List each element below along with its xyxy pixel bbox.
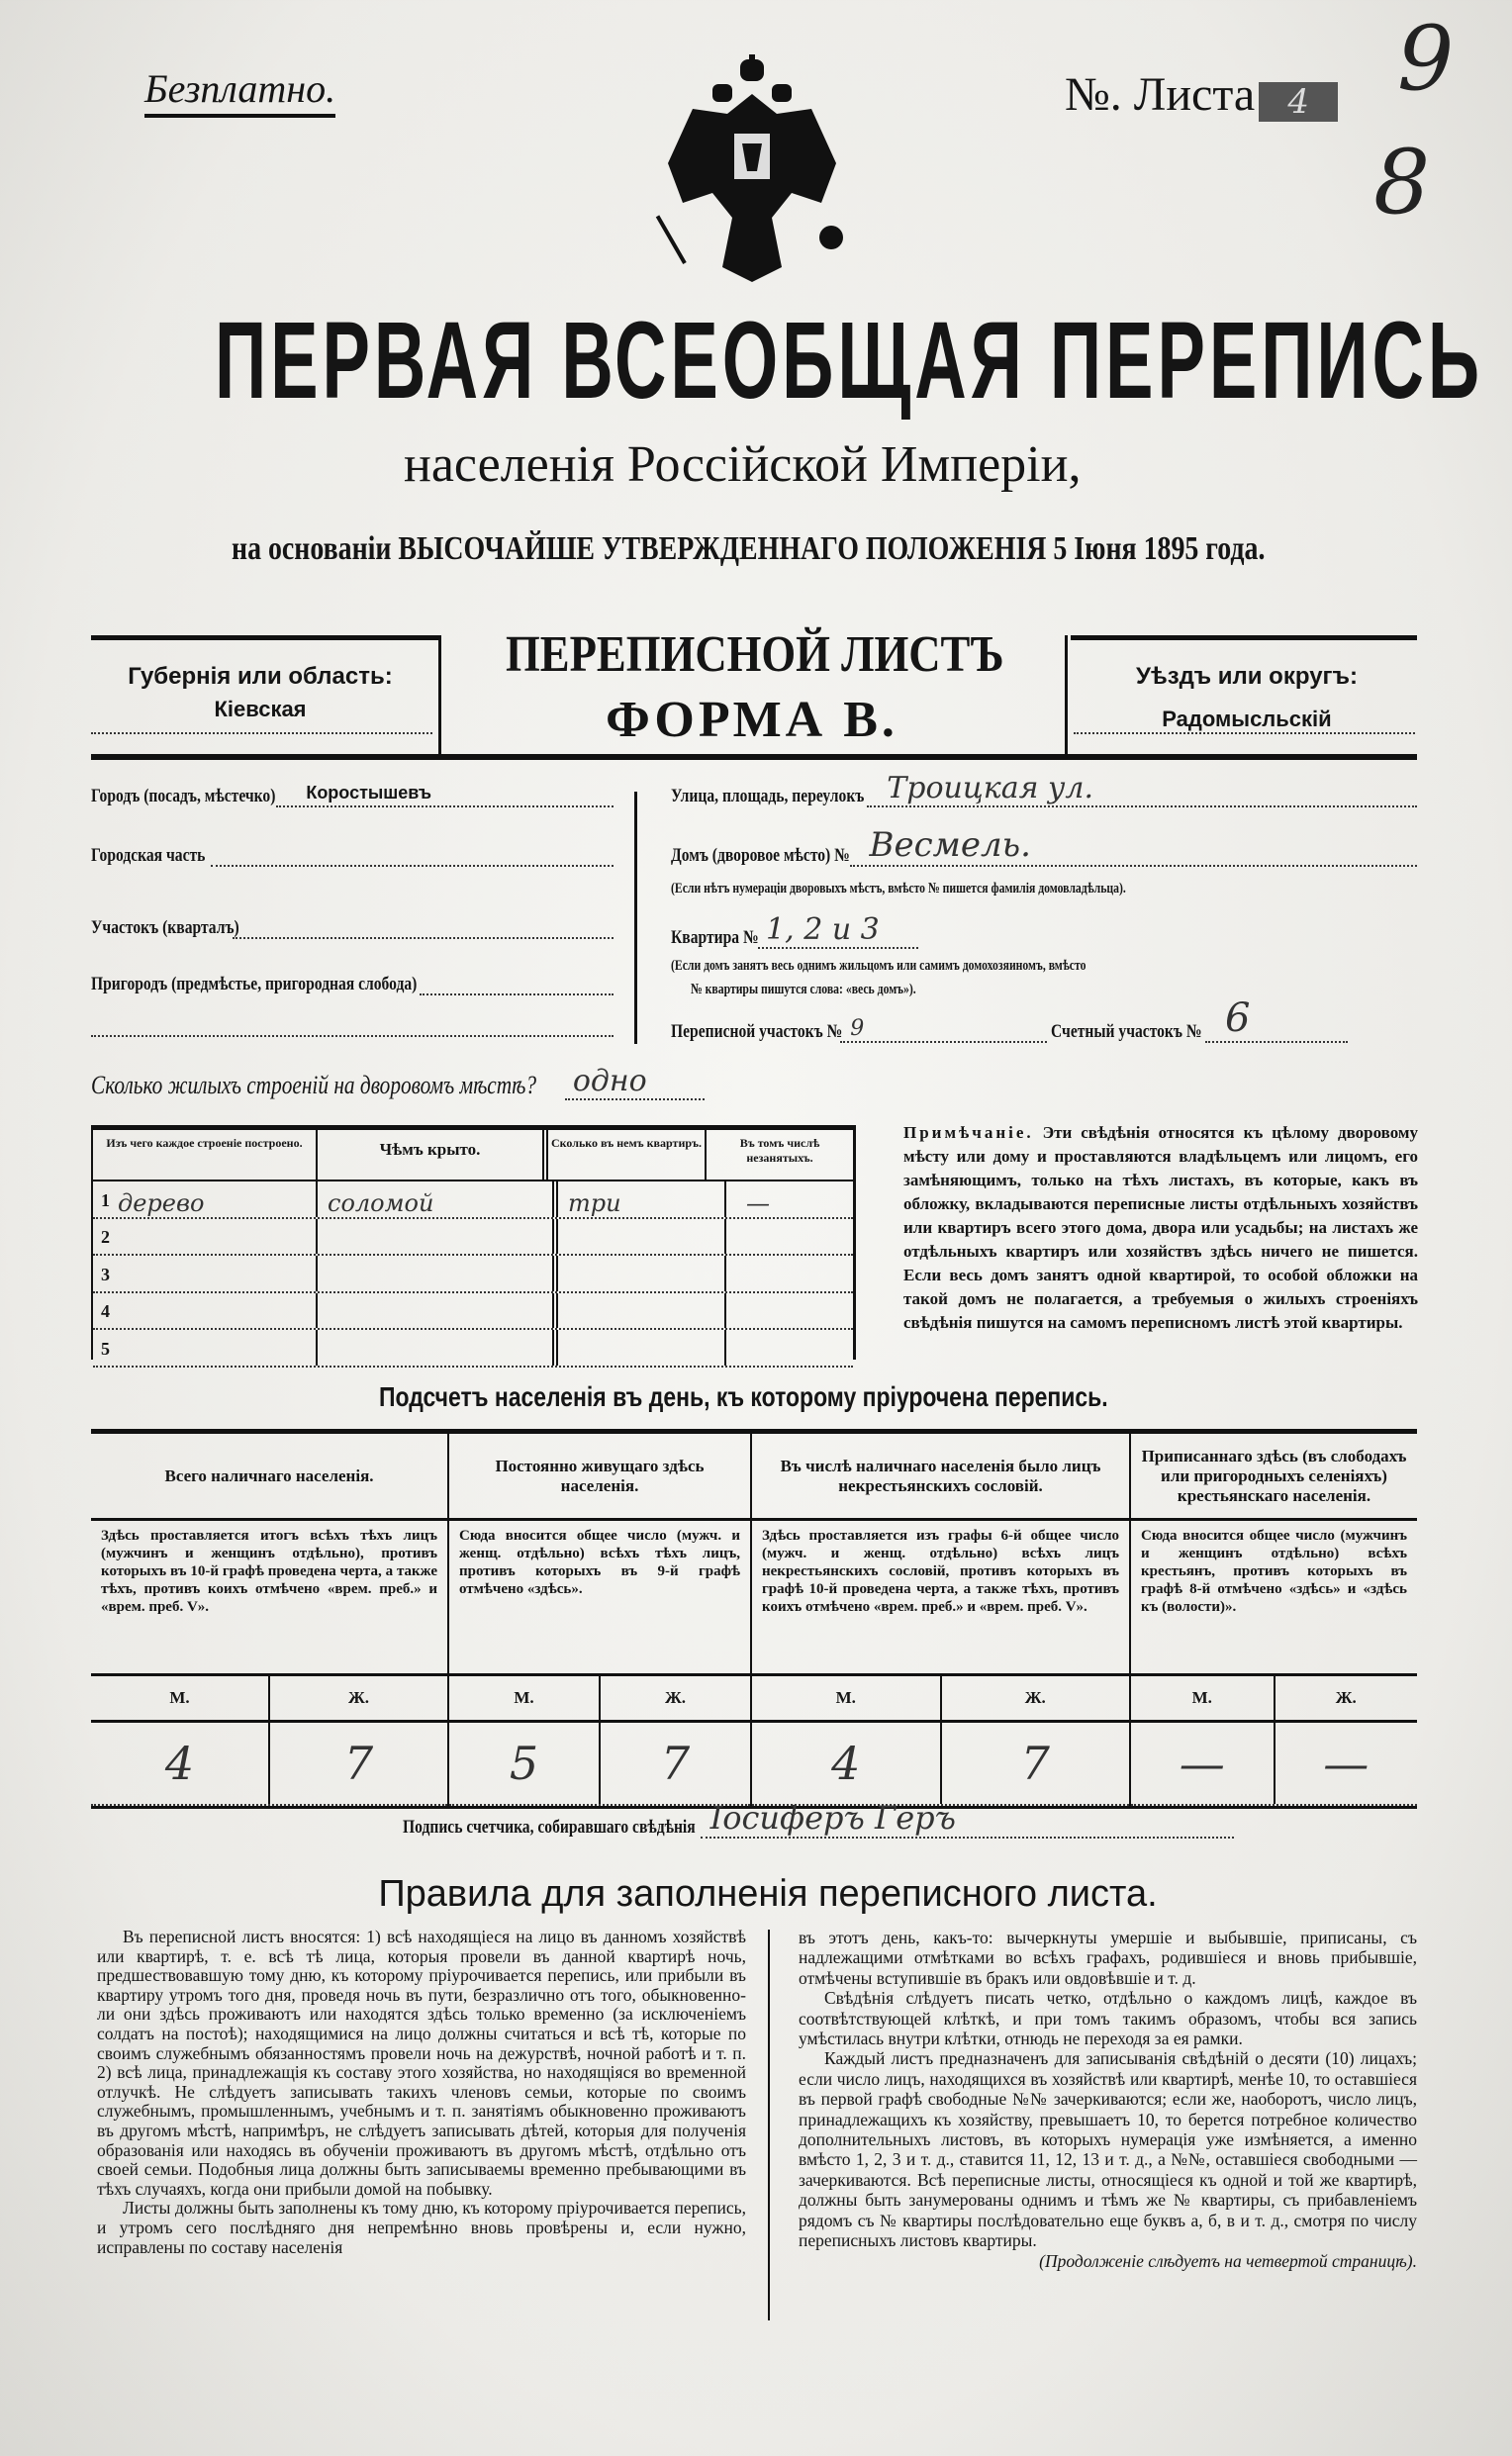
population-column-description: Здѣсь проставляется изъ графы 6-й общее число (мужч. и женщ. отдѣльно) всѣхъ лицъ некрестьянскихъ сословій, противъ которыхъ въ графѣ 10-й проведена черта, а также тѣхъ, противъ коихъ отмѣчено «врем. преб.» и «врем. преб. V». (752, 1521, 1129, 1676)
buildings-question-label: Сколько жилыхъ строеній на дворовомъ мѣстѣ? (91, 1071, 537, 1099)
note-text: Эти свѣдѣнія относятся къ цѣлому дворовому мѣсту или дому и проставляются владѣльцемъ или лицомъ, его замѣняющимъ, только на тѣхъ листахъ, въ которые, какъ въ обложку, вкладываются переписные листы отдѣльныхъ хозяйствъ или квартиръ всего этого дома, двора или усадьбы; на листахъ же отдѣльныхъ квартиръ или хозяйствъ здѣсь ничего не пишется. Если весь домъ занятъ одной квартирой, то особой обложки на такой домъ не полагается, а требуемыя о жилыхъ строеніяхъ свѣдѣнія пишутся на самомъ переписномъ листѣ этой квартиры. (903, 1123, 1418, 1332)
male-count: 4 (91, 1723, 270, 1804)
row-material: дерево (118, 1188, 205, 1217)
buildings-answer: одно (572, 1064, 647, 1098)
row-number: 3 (101, 1264, 110, 1284)
page-title: ПЕРВАЯ ВСЕОБЩАЯ ПЕРЕПИСЬ (215, 300, 1484, 422)
buildings-row (93, 1181, 853, 1219)
rules-right-column (799, 1928, 1417, 2271)
house-value: Весмель. (869, 825, 1031, 865)
street-value: Троицкая ул. (887, 771, 1094, 805)
apartment-field[interactable] (671, 912, 918, 949)
sheet-number-value: 4 (1259, 82, 1338, 122)
population-column-description: Сюда вносится общее число (мужчинъ и женщинъ отдѣльно) всѣхъ крестьянъ, противъ которыхъ въ графѣ 8-й отмѣчено «здѣсь» и «здѣсь къ (волости)». (1131, 1521, 1417, 1676)
row-roof: соломой (328, 1188, 434, 1217)
population-column-header: Приписаннаго здѣсь (въ слободахъ или пригородныхъ селеніяхъ) крестьянскаго населенія. (1131, 1434, 1417, 1521)
signature-value: Іосиферъ Геръ (709, 1799, 956, 1837)
male-label: М. (449, 1676, 601, 1720)
city-label: Городъ (посадъ, мѣстечко) (91, 786, 276, 806)
precinct-label: Участокъ (кварталъ) (91, 917, 239, 938)
district-value: Радомысльскій (1162, 707, 1332, 731)
population-column (1131, 1434, 1417, 1806)
count-district-label: Счетный участокъ № (1051, 1021, 1202, 1042)
suburb-label: Пригородъ (предмѣстье, пригородная слобода) (91, 974, 418, 994)
rules-paragraph: Каждый листъ предназначенъ для записыванія свѣдѣній о десяти (10) лицахъ; если число лицъ, находящихся въ хозяйствѣ или квартирѣ, менѣе 10, то оставшіеся въ первой графѣ свободные №№ зачеркиваются; если же, наоборотъ, число лицъ, принадлежащихъ къ хозяйству, превышаетъ 10, то берется потребное количество дополнительныхъ листовъ, въ которыхъ нумерація уже измѣняется, а именно вмѣсто 1, 2, 3 и т. д., ставится 11, 12, 13 и т. д., а №№, оставшіеся свободными — зачеркиваются. Всѣ переписные листы, относящіеся къ одной и той же квартирѣ, должны быть занумерованы однимъ и тѣмъ же № квартиры, съ прибавленіемъ рядомъ съ № квартиры послѣдовательно еще буквъ а, б, в и т. д., смотря по числу переписныхъ листовъ квартиры. (799, 2048, 1417, 2251)
male-label: М. (1131, 1676, 1276, 1720)
female-count: 7 (660, 1737, 691, 1790)
population-column-description: Сюда вносится общее число (мужч. и женщ. отдѣльно) всѣхъ тѣхъ лицъ, противъ которыхъ въ 9-й графѣ отмѣчено «здѣсь». (449, 1521, 750, 1676)
street-label: Улица, площадь, переулокъ (671, 786, 865, 806)
signature-label: Подпись счетчика, собиравшаго свѣдѣнія (403, 1817, 696, 1838)
col-header-vacant: Въ томъ числѣ незанятыхъ. (739, 1136, 820, 1165)
city-value: Коростышевъ (306, 783, 432, 803)
house-field[interactable] (671, 825, 1417, 867)
female-label: Ж. (347, 1688, 370, 1707)
population-column (91, 1434, 449, 1806)
sheet-number-label: №. Листа (1065, 68, 1256, 121)
col-header-roof: Чѣмъ крыто. (318, 1130, 548, 1180)
row-number: 5 (101, 1338, 110, 1359)
note-title: Примѣчаніе. (903, 1123, 1034, 1142)
count-district-field[interactable] (1051, 995, 1348, 1043)
enumerator-signature[interactable] (403, 1799, 1234, 1839)
handwritten-mark-2: 8 (1373, 131, 1431, 235)
buildings-row (93, 1293, 853, 1331)
count-district-value: 6 (1225, 995, 1251, 1041)
rules-paragraph: Листы должны быть заполнены къ тому дню, къ которому пріурочивается перепись, и утромъ сего послѣдняго дня непремѣнно вновь провѣрены и, если нужно, исправлены по составу населенія (97, 2198, 746, 2257)
row-vacant: — (746, 1188, 770, 1217)
population-column (752, 1434, 1131, 1806)
buildings-row (93, 1219, 853, 1257)
row-number: 2 (101, 1227, 110, 1248)
row-apartments: три (568, 1188, 621, 1217)
buildings-note (903, 1121, 1418, 1335)
rules-left-column (97, 1928, 746, 2257)
rules-paragraph: Свѣдѣнія слѣдуетъ писать четко, отдѣльно о каждомъ лицѣ, каждое въ соотвѣтствующей клѣткѣ, и при томъ такимъ образомъ, чтобы вся запись умѣстилась внутри клѣтки, отнюдь не переходя за ея рамки. (799, 1988, 1417, 2049)
rules-paragraph: Въ переписной листъ вносятся: 1) всѣ находящіеся на лицо въ данномъ хозяйствѣ или квартирѣ, т. е. всѣ тѣ лица, которыя провели въ данной квартирѣ ночь, предшествовавшую тому дню, къ которому пріурочивается перепись, или прибыли въ квартиру утромъ того дня, проведя ночь въ пути, безразлично отъ того, обыкновенно-ли они здѣсь проживаютъ или находятся здѣсь только временно (за исключеніемъ солдатъ на постоѣ); находящимися на лицо должны считаться и всѣ тѣ, которые по своимъ служебнымъ обязанностямъ провели ночь на дежурствѣ, ночной работѣ и т. п. 2) всѣ лица, принадлежащія къ составу этого хозяйства, но находящіяся во временной отлучкѣ. Не слѣдуетъ записывать такихъ членовъ семьи, которые по своимъ служебнымъ, промышленнымъ, учебнымъ и т. п. занятіямъ обыкновенно проживаютъ въ другомъ мѣстѣ, напримѣръ, не слѣдуетъ записывать дѣтей, которыя для полученія образованія или находясь въ обученіи проживаютъ въ другомъ мѣстѣ, отдѣльно отъ своей семьи. Подобныя лица должны быть записываемы временно пребывающими въ тѣхъ случаяхъ, когда они прибыли домой на побывку. (97, 1927, 746, 2199)
male-count: 5 (449, 1723, 601, 1804)
buildings-question[interactable] (91, 1064, 705, 1100)
buildings-table (91, 1125, 856, 1360)
handwritten-mark-1: 9 (1397, 7, 1455, 111)
male-count: 4 (752, 1723, 942, 1804)
col-header-apartments: Сколько въ немъ квартиръ. (548, 1130, 707, 1180)
apartment-value: 1, 2 и 3 (766, 912, 880, 947)
province-value: Кіевская (214, 697, 307, 721)
population-title: Подсчетъ населенія въ день, къ которому пріурочена перепись. (379, 1381, 1108, 1412)
male-label: М. (91, 1676, 270, 1720)
house-note: (Если нѣтъ нумераціи дворовыхъ мѣстъ, вмѣсто № пишется фамилія домовладѣльца). (671, 881, 1126, 897)
female-count: — (1323, 1737, 1370, 1790)
population-column (449, 1434, 752, 1806)
sheet-number (1065, 67, 1338, 122)
rules-title: Правила для заполненія переписного листа. (378, 1873, 1158, 1915)
house-label: Домъ (дворовое мѣсто) № (671, 845, 850, 866)
rules-continued: (Продолженіе слѣдуетъ на четвертой страницѣ). (1039, 2250, 1417, 2271)
census-district-value: 9 (850, 1016, 865, 1041)
street-field[interactable] (671, 771, 1417, 807)
female-label: Ж. (1024, 1688, 1046, 1707)
female-count: 7 (343, 1737, 374, 1790)
suburb-field[interactable] (91, 972, 614, 995)
female-label: Ж. (1335, 1688, 1357, 1707)
population-column-description: Здѣсь проставляется итогъ всѣхъ тѣхъ лицъ (мужчинъ и женщинъ отдѣльно), противъ которыхъ въ 10-й графѣ проведена черта, а также тѣхъ, противъ коихъ отмѣчено «врем. преб.» и «врем. преб. V». (91, 1521, 447, 1676)
apartment-label: Квартира № (671, 927, 759, 948)
population-column-header: Постоянно живущаго здѣсь населенія. (449, 1434, 750, 1521)
male-label: М. (752, 1676, 942, 1720)
apartment-note-1: (Если домъ занятъ весь однимъ жильцомъ или самимъ домохозяиномъ, вмѣсто (671, 958, 1087, 974)
buildings-row (93, 1256, 853, 1293)
population-column-header: Всего наличнаго населенія. (91, 1434, 447, 1521)
buildings-row (93, 1330, 853, 1368)
city-field[interactable] (91, 784, 614, 807)
male-count: — (1131, 1723, 1276, 1804)
city-part-label: Городская часть (91, 845, 206, 866)
rules-paragraph: въ этотъ день, какъ-то: вычеркнуты умершіе и выбывшіе, приписаны, съ надлежащими отмѣтками во всѣхъ графахъ, родившіеся и вновь прибывшіе, отмѣчены вступившіе въ бракъ или овдовѣвшіе и т. д. (799, 1928, 1417, 1988)
female-count: 7 (1020, 1737, 1050, 1790)
precinct-field[interactable] (91, 915, 614, 939)
form-title: ПЕРЕПИСНОЙ ЛИСТЪ (505, 626, 1004, 683)
district-label: Уѣздъ или округъ: (1135, 663, 1359, 690)
apartment-note-2: № квартиры пишутся слова: «весь домъ»). (691, 982, 916, 997)
population-column-header: Въ числѣ наличнаго населенія было лицъ некрестьянскихъ сословій. (752, 1434, 1129, 1521)
page-subtitle: населенія Россійской Имперіи, (404, 436, 1082, 493)
province-label: Губернія или область: (128, 663, 393, 690)
col-header-material: Изъ чего каждое строеніе построено. (93, 1130, 318, 1180)
free-label: Безплатно. (144, 65, 335, 118)
census-district-field[interactable] (671, 1016, 1047, 1043)
row-number: 1 (101, 1189, 110, 1210)
population-table (91, 1429, 1417, 1809)
basis-line: на основаніи ВЫСОЧАЙШЕ УТВЕРЖДЕННАГО ПОЛОЖЕНІЯ 5 Іюня 1895 года. (232, 530, 1266, 567)
female-label: Ж. (664, 1688, 687, 1707)
form-type: ФОРМА В. (606, 692, 898, 748)
city-part-field[interactable] (91, 843, 614, 867)
imperial-eagle-emblem (653, 54, 851, 282)
row-number: 4 (101, 1301, 110, 1322)
census-district-label: Переписной участокъ № (671, 1021, 843, 1042)
